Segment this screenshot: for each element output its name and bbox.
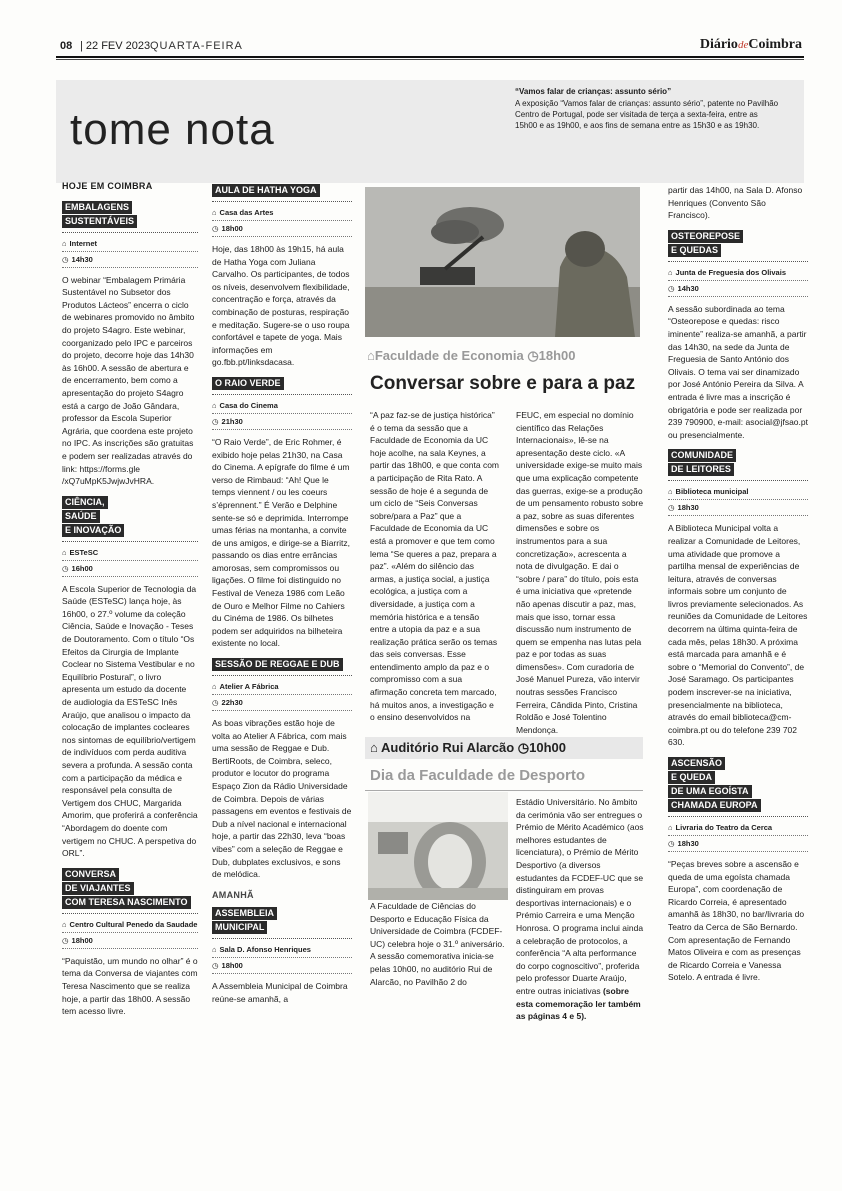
logo-a: Diário [699, 37, 738, 52]
event-text: “Peças breves sobre a ascensão e queda de uma egoísta chamada Europa”, com coordenação de Ricardo Correia, é apresentado amanhã às 18h30, no bar/livraria do Teatro da Cerca de São Bernardo. Com apresentação de Fernando Matos Oliveira e com as presenças de Ricardo Correia e Vanessa Sotelo. A entrada é livre. [668, 859, 805, 983]
feature2-text-col-b [516, 796, 644, 1031]
event-tag: CIÊNCIA, [62, 496, 108, 509]
home-icon: ⌂ [370, 740, 378, 755]
clock-icon: ◷ [527, 348, 539, 363]
feature2-title: Dia da Faculdade de Desporto [370, 767, 586, 784]
feature2-text: A Faculdade de Ciências do Desporto e Educação Física da Universidade de Coimbra (FCDEF-UC) celebra hoje o 31.º aniversário. A sessão comemorativa inicia-se pelas 10h00, no auditório Rui de Alarcão, no Pavilhão 2 do [370, 901, 505, 987]
event-place [212, 942, 352, 958]
event-place-text: ESTeSC [69, 547, 99, 557]
event-place [212, 205, 352, 221]
event-tag: E QUEDA [668, 771, 715, 784]
event-tag: E QUEDAS [668, 244, 721, 257]
event-place-text: Casa do Cinema [219, 400, 278, 410]
event-tag: DE LEITORES [668, 463, 734, 476]
feature2-text-bold: (sobre esta comemoração ler também as páginas 4 e 5). [516, 985, 641, 1022]
column-2 [212, 184, 352, 1014]
logo-de: de [737, 39, 749, 51]
feature2-text-b: Estádio Universitário. No âmbito da cerimónia vão ser entregues o Prémio de Mérito Académico (aos melhores estudantes de licenciatura), o Prémio de Mérito Desportivo (a diversos estudantes da FCDEF-UC que se distinguiram em provas desportivas internacionais) e o Prémio Carreira e uma Menção Honrosa. O programa inclui ainda a celebração de protocolos, a conferência “A alta performance do corpo cognoscitivo”, proferida pelo professor Duarte Araújo, entre outras iniciativas [516, 797, 644, 996]
faculty-building-photo [368, 792, 508, 900]
event-place-text: Atelier A Fábrica [219, 682, 279, 692]
event-time-text: 18h30 [677, 839, 699, 848]
location-icon: ⌂ [212, 682, 217, 692]
feature2-location-text: Auditório Rui Alarcão [381, 740, 515, 755]
clock-icon: ◷ [212, 698, 219, 708]
event-time [668, 500, 808, 516]
issue-weekday: QUARTA-FEIRA [150, 40, 243, 52]
event-tag: ASSEMBLEIA [212, 907, 277, 920]
location-icon: ⌂ [62, 238, 67, 248]
divider [212, 675, 352, 676]
event-comunidade [668, 449, 808, 749]
divider [668, 261, 808, 262]
location-icon: ⌂ [212, 400, 217, 410]
event-tag: E INOVAÇÃO [62, 524, 124, 537]
event-text: O webinar “Embalagem Primária Sustentável no Subsetor dos Produtos Lácteos” encerra o ciclo de webinares promovido no âmbito do projeto S4agro. Este webinar, coorganizado pelo IPC e parceiros do projeto, decorre hoje das 14h30 às 16h00. A sessão de abertura e de encerramento, bem como a apresentação do projeto S4agro está a cargo de João Gândara, professor da Escola Superior Agrária, que coordena este projeto no IPC. As inscrições são gratuitas e podem ser realizadas através do link: https://forms.gle /xQ7uMpK5JwjwJvHRA. [62, 274, 195, 487]
event-time-text: 18h00 [221, 224, 243, 233]
event-tag: O RAIO VERDE [212, 377, 284, 390]
event-tag: EMBALAGENS [62, 201, 132, 214]
location-icon: ⌂ [668, 487, 673, 497]
event-osteorepose [668, 230, 808, 442]
event-time [212, 221, 352, 237]
clock-icon: ◷ [212, 224, 219, 233]
event-embalagens [62, 201, 198, 488]
event-ciencia [62, 496, 198, 860]
divider [62, 541, 198, 542]
feature-location-text: Faculdade de Economia [374, 348, 524, 363]
event-tag: CONVERSA [62, 868, 119, 881]
event-tag: COMUNIDADE [668, 449, 736, 462]
divider [62, 913, 198, 914]
event-reggae [212, 658, 352, 881]
event-text: A Assembleia Municipal de Coimbra reúne-se amanhã, a [212, 981, 348, 1004]
divider [62, 232, 198, 233]
event-time-text: 18h00 [221, 961, 243, 971]
event-place [62, 917, 198, 933]
event-ascensao [668, 757, 808, 984]
event-place-text: Sala D. Afonso Henriques [219, 945, 311, 955]
event-place-text: Livraria do Teatro da Cerca [675, 823, 773, 832]
event-time [668, 836, 808, 852]
event-place [668, 820, 808, 836]
event-time-text: 22h30 [221, 698, 243, 708]
header-rule [56, 56, 804, 58]
event-text: As boas vibrações estão hoje de volta ao Atelier A Fábrica, com mais uma sessão de Reggae e Dub. BertiRoots, de Coimbra, seleco, produtor e locutor do programa Espaço Zion da Rádio Universidade de Coimbra. Depois de várias passagens em eventos e festivais de Dub a nível nacional e internacional hoje, a partir das 22h30, leva “boas vibes” com a seleção de Reggae e Dub, dubplates exclusivos, e sons de melódica. [212, 718, 352, 880]
event-place-text: Internet [69, 238, 98, 248]
event-text: A Biblioteca Municipal volta a realizar a Comunidade de Leitores, uma atividade que promove a partilha mensal de experiências de leitura, através de conversas informais sobre um conjunto de livros previamente selecionados. As reuniões da Comunidade de Leitores decorrem na última quinta-feira de cada mês, pelas 18h30. A próxima está marcada para amanhã e é sobre o “Memorial do Convento”, de José Saramago. Os participantes podem inscrever-se na iniciativa, presencialmente na biblioteca, através do email biblioteca@cm-coimbra.pt ou do telefone 239 702 630. [668, 523, 808, 748]
event-time-text: 14h30 [677, 283, 699, 293]
clock-icon: ◷ [668, 283, 675, 293]
clock-icon: ◷ [212, 416, 219, 426]
event-time-text: 18h30 [677, 503, 699, 513]
event-tag: SESSÃO DE REGGAE E DUB [212, 658, 343, 671]
column-1 [62, 180, 198, 1026]
event-place [212, 398, 352, 414]
event-conversa [62, 868, 198, 1018]
event-text: A sessão subordinada ao tema “Osteorepose e quedas: risco iminente” realiza-se amanhã, a partir das 14h30, na sede da Junta de Freguesia de Santo António dos Olivais. O tema vai ser dinamizado por José António Pereira da Silva. A entrada é livre mas a inscrição é obrigatória e pode ser realizada por 239 790900, e-mail: asocial@jfsao.pt ou presencialmente. [668, 303, 808, 440]
continuation-text: partir das 14h00, na Sala D. Afonso Henriques (Convento São Francisco). [668, 185, 803, 221]
peace-photo [365, 187, 640, 337]
event-assembleia [212, 907, 352, 1005]
location-icon: ⌂ [212, 945, 217, 955]
event-text: “Paquistão, um mundo no olhar” é o tema da Conversa de viajantes com Teresa Nascimento que se realiza hoje, a partir das 18h00. A sessão tem acesso livre. [62, 955, 198, 1017]
issue-date-text: 22 FEV 2023 [85, 40, 151, 52]
event-tag: SAÚDE [62, 510, 100, 523]
home-icon: ⌂ [367, 348, 375, 363]
location-icon: ⌂ [62, 547, 67, 557]
column-4 [668, 184, 808, 992]
event-tag: CHAMADA EUROPA [668, 799, 761, 812]
event-time-text: 14h30 [71, 254, 93, 264]
hoje-em-coimbra-heading: HOJE EM COIMBRA [62, 181, 153, 191]
header-rule-thin [56, 59, 804, 60]
event-place-text: Casa das Artes [219, 208, 274, 217]
feature-location [367, 348, 576, 364]
event-place [668, 265, 808, 281]
divider [212, 394, 352, 395]
event-text: Hoje, das 18h00 às 19h15, há aula de Hatha Yoga com Juliana Carvalho. Os participantes, de todos os níveis, desenvolvem flexibilidade, concentração e força, através da combinação de posturas, respiração e meditação. Sugere-se o uso roupa confortável e tapete de yoga. Mais informações em go.fbb.pt/linksdacasa. [212, 244, 350, 368]
feature-text: FEUC, em especial no domínio científico das Relações Internacionais», lê-se na apresentação deste ciclo. «A universidade exige-se muito mais que uma explicação competente das guerras, exige-se a produção de um pensamento robusto sobre a paz, sobre as suas diferentes dimensões e sobre os instrumentos para a sua concretização», acrescenta a nota de divulgação. E dai o “sobre / para” do título, pois esta é uma iniciativa que «pretende não apenas discutir a paz, mas, mais que isso, tornar essa discussão num instrumento de quem se empenha nas lutas pela paz e por todas as suas dimensões». Com curadoria de José Manuel Pureza, vão intervir noutras sessões Francisco Ferreira, Cândida Pinto, Cristina Roldão e José Tolentino Mendonça. [516, 410, 644, 735]
event-place [668, 484, 808, 500]
page-number: 08 [60, 40, 73, 52]
feature-title: Conversar sobre e para a paz [370, 373, 636, 394]
event-time-text: 21h30 [221, 416, 243, 426]
feature2-rule [365, 790, 643, 791]
clock-icon: ◷ [668, 839, 675, 848]
feature2-text-col-a [370, 900, 510, 996]
event-tag: MUNICIPAL [212, 921, 267, 934]
divider [212, 938, 352, 939]
feature2-text [516, 796, 644, 1023]
event-place [212, 679, 352, 695]
clock-icon: ◷ [62, 935, 69, 945]
event-tag: OSTEOREPOSE [668, 230, 743, 243]
event-time [212, 695, 352, 711]
event-tag: DE VIAJANTES [62, 882, 134, 895]
event-tag: AULA DE HATHA YOGA [212, 184, 320, 197]
event-tag: COM TERESA NASCIMENTO [62, 896, 191, 909]
feature-text-col-b [516, 409, 644, 744]
divider [212, 201, 352, 202]
soldier-artillery-image [365, 187, 640, 337]
exhibition-title: “Vamos falar de crianças: assunto sério” [515, 87, 672, 96]
event-tag: ASCENSÃO [668, 757, 725, 770]
exhibition-text: A exposição “Vamos falar de crianças: assunto sério”, patente no Pavilhão Centro de Portugal, pode ser visitada de terça a sexta-feira, entre as 15h00 e as 19h00, e aos fins de semana entre as 15h30 e as 19h30. [515, 99, 779, 130]
clock-icon: ◷ [212, 961, 219, 971]
location-icon: ⌂ [212, 208, 217, 217]
clock-icon: ◷ [517, 740, 530, 755]
location-icon: ⌂ [668, 267, 673, 277]
issue-date: | 22 FEV 2023 [80, 40, 151, 52]
location-icon: ⌂ [668, 823, 673, 832]
event-time [62, 561, 198, 577]
section-title: tome nota [70, 105, 275, 154]
event-time [62, 252, 198, 268]
event-time-text: 16h00 [71, 563, 93, 573]
event-text: “O Raio Verde”, de Eric Rohmer, é exibido hoje pelas 21h30, na Casa do Cinema. A epígrafe do filme é um verso de Rimbaud: “Ah! Que le temps viennent / ou les coeurs s’éprennent.” É Verão e Delphine sente-se só e deprimida. Interrompe umas férias na montanha, a convite de uns amigos, e dirige-se a Biarritz, passando os dias entre errâncias amorosas, sem compromissos ou ligações. O filme foi distinguido no Festival de Veneza 1986 com Leão de Ouro e Melhor Filme no Cahiers du Cinéma de 1986. Os bilhetes podem ser adquiridos na bilheteira existente no local. [212, 436, 350, 649]
event-place-text: Junta de Freguesia dos Olivais [675, 267, 786, 277]
event-time [212, 414, 352, 430]
event-place-text: Biblioteca municipal [675, 487, 749, 497]
event-time [62, 933, 198, 949]
clock-icon: ◷ [668, 503, 675, 513]
event-tag: DE UMA EGOÍSTA [668, 785, 752, 798]
event-raio-verde [212, 377, 352, 650]
event-time-text: 18h00 [71, 935, 93, 945]
newspaper-logo [700, 37, 802, 53]
event-text: A Escola Superior de Tecnologia da Saúde (ESTeSC) lança hoje, às 16h00, o 27.º volume da coleção Ciência, Saúde e Inovação - Teses de Doutoramento. Com o título “Os Efeitos da Cirurgia de Implante Coclear no Sistema Vestibular e no Equilíbrio Postural”, o livro apresenta um estudo da docente de audiologia da ESTeSC Inês Araújo, que analisou o impacto da colocação de implantes cocleares nos sintomas de equilíbrio/vertigem de indivíduos com perda auditiva severa a profunda. A sessão conta com a participação da médica e responsável pela consulta de Vertigem dos CHUC, Margarida Amorim, que proferirá a conferência “Abordagem do doente com vertigem no CHUC. A perspetiva do ORL”. [62, 583, 198, 859]
event-place-text: Centro Cultural Penedo da Saudade [69, 919, 198, 929]
clock-icon: ◷ [62, 563, 69, 573]
feature2-time-text: 10h00 [529, 740, 566, 755]
building-image [368, 792, 508, 900]
logo-b: Coimbra [748, 37, 802, 52]
event-time [668, 281, 808, 297]
event-yoga [212, 184, 352, 369]
event-time [212, 958, 352, 974]
event-tag: SUSTENTÁVEIS [62, 215, 137, 228]
event-place [62, 236, 198, 252]
feature-time-text: 18h00 [538, 348, 576, 363]
amanha-heading: AMANHÃ [212, 889, 254, 900]
divider [668, 480, 808, 481]
feature-text: “A paz faz-se de justiça histórica” é o tema da sessão que a Faculdade de Economia da UC hoje acolhe, na sala Keynes, a partir das 18h00, e que conta com a participação de Rita Rato. A sessão de hoje é a segunda de um ciclo de “Seis Conversas sobre/para a Paz” que a Faculdade de Economia da UC está a promover e que tem como lema “Se queres a paz, prepara a paz”. «Além do silêncio das armas, a justiça social, a justiça ecológica, a justiça com a diversidade, a justiça com a memória histórica e a tensão entre a utopia da paz e a sua realização prática serão os temas das seis conversas. Esse entendimento amplo da paz e o compromisso com a sua afirmação concreta tem marcado, há muitos anos, a investigação e o ensino desenvolvidos na [370, 410, 499, 723]
divider [668, 816, 808, 817]
event-place [62, 545, 198, 561]
location-icon: ⌂ [62, 919, 67, 929]
feature2-location [370, 740, 566, 756]
feature-text-col-a [370, 409, 499, 732]
clock-icon: ◷ [62, 254, 69, 264]
